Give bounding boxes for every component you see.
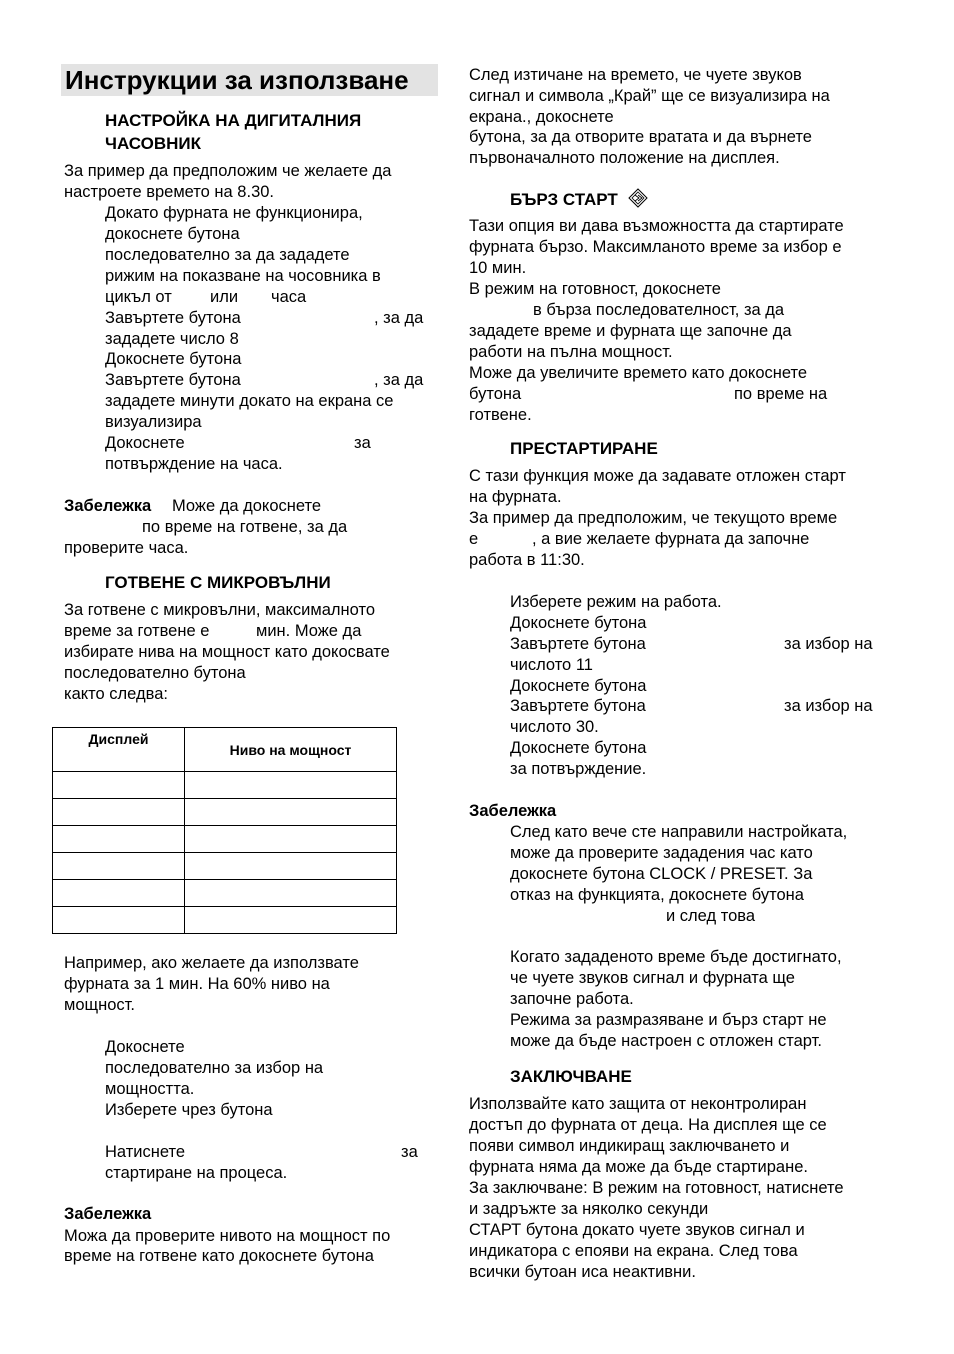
clock-note-text: по време на готвене, за да [142,518,348,536]
clock-heading-line2: ЧАСОВНИК [105,134,202,153]
table-row [53,880,397,907]
lock-text: всички бутоан иса неактивни. [469,1263,696,1281]
quick-text: Може да увеличите времето като докоснете [469,364,808,382]
preset-text: е [469,530,479,548]
micro-text: време за готвене е [64,622,210,640]
table-cell-power [185,853,397,880]
table-row [53,853,397,880]
preset-note-text: че чуете звуков сигнал и фурната ще [510,969,795,987]
table-cell-display [53,772,185,799]
preset-step: числото 30. [510,718,599,736]
preset-step: за избор на [784,635,873,653]
clock-step: потвърждение на часа. [105,455,283,473]
clock-step: рижим на показване на чосовника в [105,267,381,285]
table-row [53,799,397,826]
table-header-power: Ниво на мощност [185,728,397,772]
quick-text: фурната бързо. Максимланото време за избор е [469,238,842,256]
lock-text: достъп до фурната от деца. На дисплея ще се [469,1116,827,1134]
table-cell-power [185,826,397,853]
preset-step: Докоснете бутона [510,614,647,632]
lock-text: Използвайте като защита от неконтролиран [469,1095,807,1113]
table-cell-display [53,853,185,880]
micro-step: последователно за избор на [105,1059,324,1077]
clock-step: или [210,288,239,306]
preset-step: Докоснете бутона [510,739,647,757]
micro-heading: ГОТВЕНЕ С МИКРОВЪЛНИ [105,573,331,592]
table-cell-display [53,880,185,907]
table-cell-power [185,880,397,907]
preset-step: за потвърждение. [510,760,647,778]
clock-intro-line: За пример да предположим че желаете да [64,162,392,180]
table-header-display: Дисплей [53,728,185,772]
preset-step: Завъртете бутона [510,635,646,653]
preset-text: , а вие желаете фурната да започне [532,530,810,548]
clock-step: , за да [374,371,424,389]
preset-note-text: Когато зададеното време бъде достигнато, [510,948,842,966]
end-text: екрана., докоснете [469,108,614,126]
clock-step: Докато фурната не функционира, [105,204,363,222]
micro-text: както следва: [64,685,168,703]
preset-note-label: Забележка [469,802,557,820]
clock-intro-line: настроете времето на 8.30. [64,183,275,201]
preset-text: С тази функция може да задавате отложен старт [469,467,846,485]
lock-text: фурната няма да може да бъде стартиране. [469,1158,808,1176]
end-text: След изтичане на времето, че чуете звуков [469,66,802,84]
clock-step: , за да [374,309,424,327]
clock-step: зададете минути докато на екрана се [105,392,394,410]
micro-note-text: Можа да проверите нивото на мощност по [64,1227,391,1245]
quick-text: зададете време и фурната ще започне да [469,322,792,340]
quick-text: работи на пълна мощност. [469,343,673,361]
end-text: първоначалното положение на дисплея. [469,149,780,167]
clock-note-text: Може да докоснете [172,497,322,515]
lock-text: За заключване: В режим на готовност, натиснете [469,1179,844,1197]
micro-note-label: Забележка [64,1205,152,1223]
micro-step: Натиснете [105,1143,186,1161]
quick-text: готвене. [469,406,532,424]
lock-text: появи символ индикиращ заключването и [469,1137,790,1155]
clock-step: визуализира [105,413,202,431]
preset-step: за избор на [784,697,873,715]
preset-note-text: След като вече сте направили настройката, [510,823,848,841]
clock-step: Завъртете бутона [105,371,241,389]
table-cell-power [185,772,397,799]
lock-text: и задръжте за няколко секунди [469,1200,709,1218]
quick-start-icon [627,188,649,214]
clock-step: за [354,434,371,452]
table-cell-display [53,826,185,853]
quick-text: по време на [734,385,828,403]
clock-step: зададете число 8 [105,330,239,348]
end-text: сигнал и символа „Край” ще се визуализира на [469,87,830,105]
quick-text: бутона [469,385,522,403]
table-cell-power [185,799,397,826]
lock-text: индикатора с епояви на екрана. След това [469,1242,798,1260]
quick-start-heading [510,188,649,214]
clock-note-label: Забележка [64,497,152,515]
preset-note-text: и след това [666,907,756,925]
quick-text: Тази опция ви дава възможността да стартирате [469,217,844,235]
quick-start-heading-text: БЪРЗ СТАРТ [510,190,618,209]
micro-step: за [401,1143,418,1161]
clock-step: часа [271,288,307,306]
micro-example: мощност. [64,996,135,1014]
preset-text: на фурната. [469,488,562,506]
quick-text: в бърза последователност, за да [533,301,785,319]
preset-note-text: може да бъде настроен с отложен старт. [510,1032,822,1050]
clock-step: Докоснете [105,434,185,452]
preset-note-text: Режима за размразяване и бърз старт не [510,1011,827,1029]
preset-step: Изберете режим на работа. [510,593,722,611]
micro-step: Докоснете [105,1038,185,1056]
clock-step: Завъртете бутона [105,309,241,327]
preset-note-text: може да проверите зададения час като [510,844,813,862]
preset-step: числото 11 [510,656,593,674]
table-row [53,907,397,934]
preset-text: За пример да предположим, че текущото време [469,509,838,527]
preset-text: работа в 11:30. [469,551,585,569]
table-cell-display [53,799,185,826]
page-title-box [61,64,438,96]
table-header-row [53,728,397,772]
page-title: Инструкции за използване [65,65,409,95]
preset-heading: ПРЕСТАРТИРАНЕ [510,439,658,458]
preset-note-text: докоснете бутона CLOCK / PRESET. За [510,865,813,883]
lock-heading: ЗАКЛЮЧВАНЕ [510,1067,632,1086]
quick-text: 10 мин. [469,259,527,277]
table-row [53,826,397,853]
clock-step: последователно за да зададете [105,246,350,264]
table-row [53,772,397,799]
table-cell-display [53,907,185,934]
micro-step: стартиране на процеса. [105,1164,288,1182]
micro-step: Изберете чрез бутона [105,1101,273,1119]
clock-heading-line1: НАСТРОЙКА НА ДИГИТАЛНИЯ [105,111,362,130]
preset-step: Завъртете бутона [510,697,646,715]
preset-note-text: започне работа. [510,990,634,1008]
micro-example: Например, ако желаете да използвате [64,954,359,972]
clock-step: цикъл от [105,288,172,306]
clock-step: докоснете бутона [105,225,240,243]
quick-text: В режим на готовност, докоснете [469,280,721,298]
table-cell-power [185,907,397,934]
micro-text: избирате нива на мощност като докосвате [64,643,390,661]
micro-text: мин. Може да [256,622,362,640]
end-text: бутона, за да отворите вратата и да върнете [469,128,812,146]
micro-note-text: време на готвене като докоснете бутона [64,1247,374,1265]
preset-step: Докоснете бутона [510,677,647,695]
micro-example: фурната за 1 мин. На 60% ниво на [64,975,330,993]
micro-step: мощността. [105,1080,195,1098]
power-level-table [52,727,397,934]
lock-text: СТАРТ бутона докато чуете звуков сигнал и [469,1221,805,1239]
micro-text: последователно бутона [64,664,246,682]
micro-text: За готвене с микровълни, максималното [64,601,376,619]
clock-note-text: проверите часа. [64,539,189,557]
clock-step: Докоснете бутона [105,350,242,368]
preset-note-text: отказ на функцията, докоснете бутона [510,886,804,904]
